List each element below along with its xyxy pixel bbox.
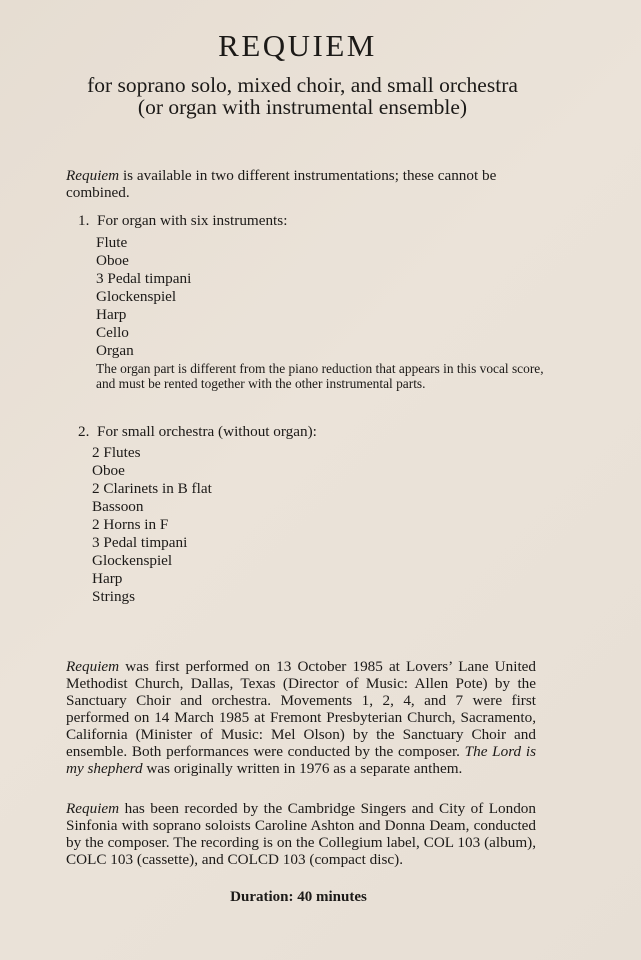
subtitle-line-1: for soprano solo, mixed choir, and small orchestra (87, 73, 518, 97)
instrument-item: Oboe (96, 252, 129, 269)
version-2-heading-text: For small orchestra (without organ): (97, 423, 317, 440)
version-2-instrument-list (92, 444, 212, 606)
subtitle-line-2: (or organ with instrumental ensemble) (137, 95, 468, 119)
version-1-heading (78, 212, 287, 230)
instrument-item: 2 Horns in F (92, 516, 169, 533)
instrument-item: 2 Clarinets in B flat (92, 480, 212, 497)
recording-paragraph (66, 800, 536, 868)
instrument-item: 3 Pedal timpani (92, 534, 188, 551)
instrument-item: Cello (96, 324, 129, 341)
instrument-item: Organ (96, 342, 134, 359)
instrument-item: 2 Flutes (92, 444, 141, 461)
instrument-item: Glockenspiel (96, 288, 177, 305)
anthem-title: The Lord is my shepherd (66, 743, 536, 777)
premiere-text-2: was originally written in 1976 as a separate anthem. (142, 760, 463, 777)
intro-work-title: Requiem (66, 167, 120, 184)
premiere-text-1: was first performed on 13 October 1985 at Lovers’ Lane United Methodist Church, Dallas, Texas (Director of Music: Allen Pote) by the Sanctuary Choir and orchestra. Movements 1, 2, 4, and 7 were first performed on 14 March 1985 at Fremont Presbyterian Church, Sacramento, California (Minister of Music: Mel Olson) by the Sanctuary Choir and ensemble. Both performances were conducted by the composer. (66, 658, 536, 760)
version-1-heading-text: For organ with six instruments: (97, 212, 288, 229)
recording-text: has been recorded by the Cambridge Singers and City of London Sinfonia with soprano soloists Caroline Ashton and Donna Deam, conducted by the composer. The recording is on the Collegium label, COL 103 (album), COLC 103 (cassette), and COLCD 103 (compact disc). (66, 800, 536, 868)
intro-text: is available in two different instrumentations; these cannot be combined. (66, 167, 497, 201)
instrument-item: Harp (92, 570, 123, 587)
instrument-item: Flute (96, 234, 128, 251)
instrument-item: Glockenspiel (92, 552, 173, 569)
version-2-heading (78, 423, 317, 441)
instrument-item: Oboe (92, 462, 125, 479)
premiere-work-title: Requiem (66, 658, 120, 675)
instrument-item: Bassoon (92, 498, 144, 515)
version-1-number: 1. (78, 212, 90, 229)
subtitle (0, 74, 605, 118)
version-1-instrument-list (96, 234, 191, 360)
version-2-number: 2. (78, 423, 90, 440)
instrument-item: 3 Pedal timpani (96, 270, 192, 287)
duration-label: Duration: 40 minutes (230, 889, 367, 905)
instrument-item: Harp (96, 306, 127, 323)
organ-part-note: The organ part is different from the piano reduction that appears in this vocal score, and must be rented together with the other instrumental parts. (96, 361, 544, 391)
recording-work-title: Requiem (66, 800, 120, 817)
premiere-paragraph (66, 658, 536, 777)
instrument-item: Strings (92, 588, 136, 605)
page-title: REQUIEM (218, 28, 377, 63)
intro-paragraph (66, 167, 536, 201)
